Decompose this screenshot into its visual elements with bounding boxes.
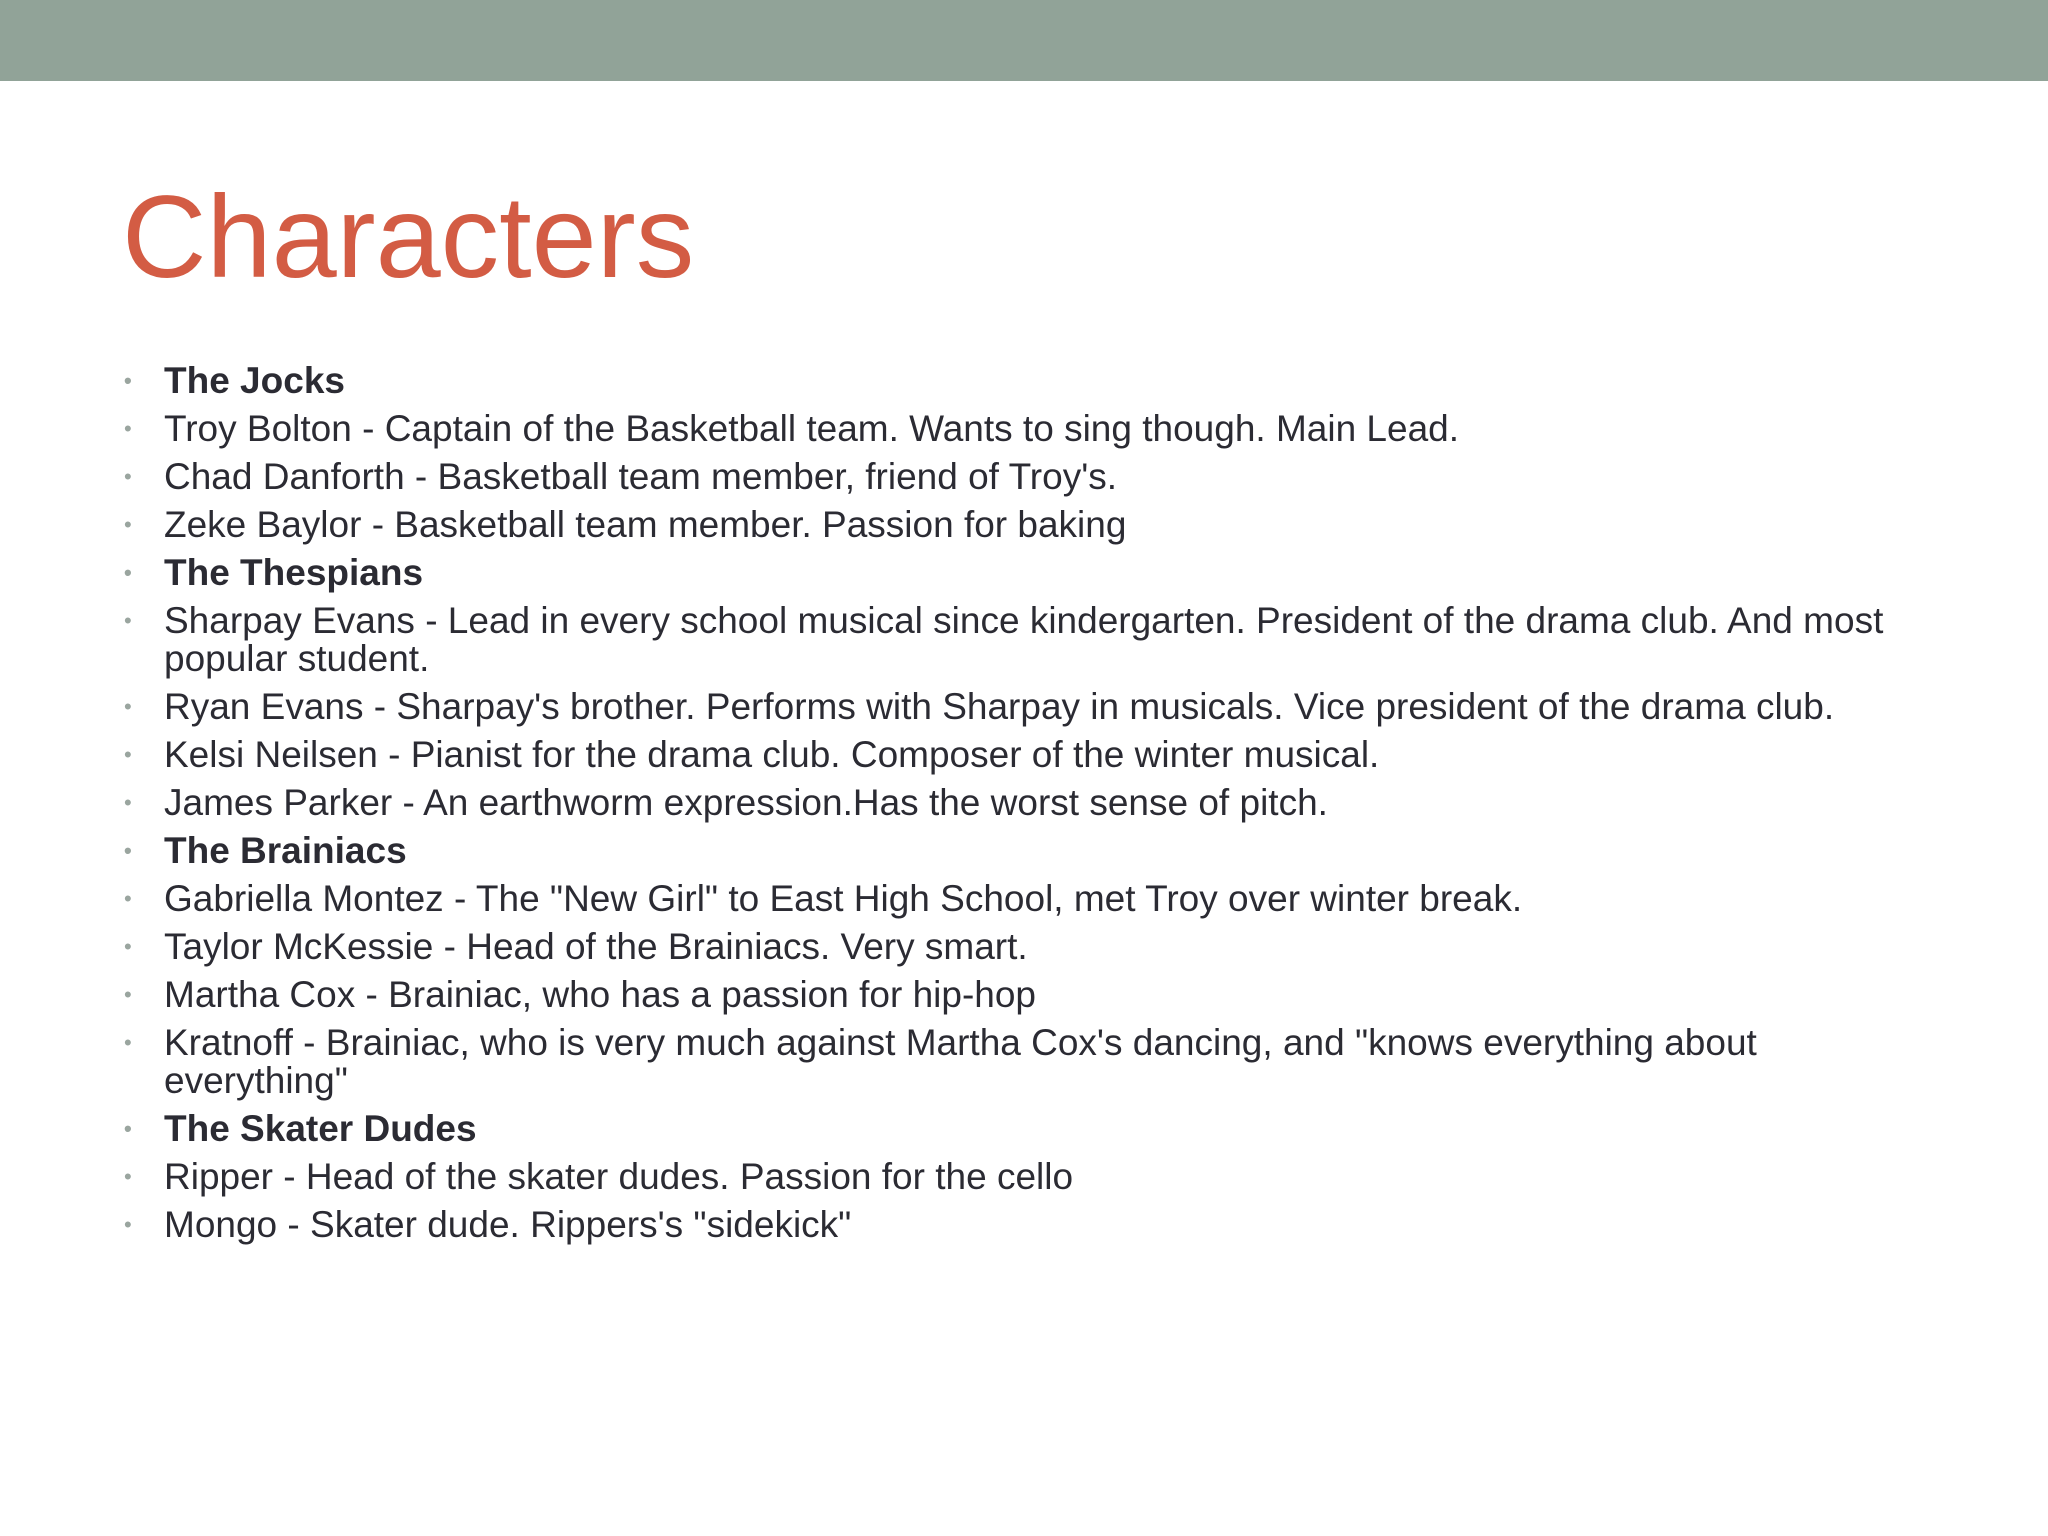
bullet-icon: •: [124, 1030, 132, 1055]
bullet-icon: •: [124, 1164, 132, 1189]
list-item-text: Ryan Evans - Sharpay's brother. Performs with Sharpay in musicals. Vice president of the drama club.: [164, 686, 1835, 727]
list-item: [122, 1024, 1942, 1100]
group-heading-text: The Skater Dudes: [164, 1108, 477, 1149]
list-item: [122, 602, 1942, 678]
bullet-icon: •: [124, 368, 132, 393]
bullet-icon: •: [124, 886, 132, 911]
list-item-text: Gabriella Montez - The "New Girl" to East High School, met Troy over winter break.: [164, 878, 1523, 919]
list-item: [122, 976, 1942, 1014]
list-item: [122, 688, 1942, 726]
bullet-icon: •: [124, 982, 132, 1007]
group-heading: [122, 1110, 1942, 1148]
slide-title: Characters: [122, 171, 695, 302]
list-item: [122, 736, 1942, 774]
group-heading-text: The Brainiacs: [164, 830, 407, 871]
bullet-icon: •: [124, 694, 132, 719]
list-item: [122, 1158, 1942, 1196]
list-item-text: Ripper - Head of the skater dudes. Passion for the cello: [164, 1156, 1074, 1197]
bullet-icon: •: [124, 608, 132, 633]
list-item-text: Taylor McKessie - Head of the Brainiacs. Very smart.: [164, 926, 1028, 967]
group-heading-text: The Thespians: [164, 552, 424, 593]
header-band: [0, 0, 2048, 81]
list-item-text: James Parker - An earthworm expression.Has the worst sense of pitch.: [164, 782, 1328, 823]
list-item: [122, 1206, 1942, 1244]
group-heading: [122, 362, 1942, 400]
bullet-icon: •: [124, 464, 132, 489]
list-item: [122, 506, 1942, 544]
list-item-text: Martha Cox - Brainiac, who has a passion for hip-hop: [164, 974, 1036, 1015]
list-item-text: Chad Danforth - Basketball team member, friend of Troy's.: [164, 456, 1118, 497]
list-item: [122, 410, 1942, 448]
list-item-text: Mongo - Skater dude. Rippers's "sidekick": [164, 1204, 852, 1245]
bullet-icon: •: [124, 512, 132, 537]
list-item: [122, 928, 1942, 966]
group-heading: [122, 554, 1942, 592]
bullet-icon: •: [124, 560, 132, 585]
bullet-icon: •: [124, 934, 132, 959]
bullet-icon: •: [124, 1116, 132, 1141]
list-item-text: Sharpay Evans - Lead in every school musical since kindergarten. President of the drama club. And most popular student.: [164, 600, 1884, 679]
list-item: [122, 458, 1942, 496]
list-item-text: Kratnoff - Brainiac, who is very much against Martha Cox's dancing, and "knows everything about everything": [164, 1022, 1757, 1101]
list-item-text: Zeke Baylor - Basketball team member. Passion for baking: [164, 504, 1127, 545]
list-item: [122, 880, 1942, 918]
list-item-text: Kelsi Neilsen - Pianist for the drama club. Composer of the winter musical.: [164, 734, 1380, 775]
bullet-icon: •: [124, 1212, 132, 1237]
bullet-icon: •: [124, 416, 132, 441]
group-heading: [122, 832, 1942, 870]
bullet-icon: •: [124, 742, 132, 767]
group-heading-text: The Jocks: [164, 360, 345, 401]
bullet-icon: •: [124, 790, 132, 815]
list-item: [122, 784, 1942, 822]
list-item-text: Troy Bolton - Captain of the Basketball team. Wants to sing though. Main Lead.: [164, 408, 1460, 449]
bullet-icon: •: [124, 838, 132, 863]
character-list: [122, 362, 1942, 1254]
